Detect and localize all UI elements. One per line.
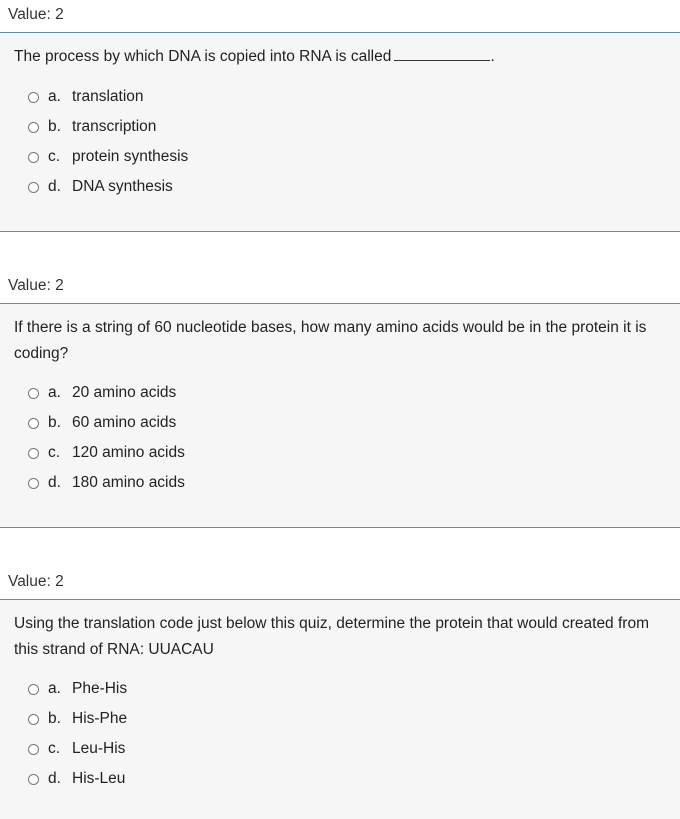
radio-button[interactable] bbox=[28, 478, 39, 489]
radio-button[interactable] bbox=[28, 418, 39, 429]
option-d[interactable] bbox=[28, 472, 185, 494]
option-a[interactable] bbox=[28, 382, 176, 404]
option-letter: c. bbox=[48, 444, 61, 461]
radio-button[interactable] bbox=[28, 774, 39, 785]
option-letter: a. bbox=[48, 88, 61, 105]
radio-button[interactable] bbox=[28, 388, 39, 399]
option-c[interactable] bbox=[28, 738, 125, 760]
radio-button[interactable] bbox=[28, 182, 39, 193]
option-label: Leu-His bbox=[72, 740, 126, 757]
option-c[interactable] bbox=[28, 442, 185, 464]
question-2 bbox=[0, 271, 680, 528]
radio-button[interactable] bbox=[28, 122, 39, 133]
option-letter: d. bbox=[48, 770, 61, 787]
option-a[interactable] bbox=[28, 678, 127, 700]
option-label: His-Phe bbox=[72, 710, 128, 727]
option-b[interactable] bbox=[28, 116, 156, 138]
option-letter: d. bbox=[48, 474, 61, 491]
option-label: DNA synthesis bbox=[72, 178, 173, 195]
question-text bbox=[14, 44, 654, 70]
question-value-header bbox=[0, 567, 680, 600]
option-label: transcription bbox=[72, 118, 157, 135]
question-3 bbox=[0, 567, 680, 819]
question-value: Value: 2 bbox=[8, 573, 64, 590]
radio-button[interactable] bbox=[28, 714, 39, 725]
option-label: 180 amino acids bbox=[72, 474, 185, 491]
option-label: Phe-His bbox=[72, 680, 128, 697]
option-d[interactable] bbox=[28, 176, 173, 198]
option-c[interactable] bbox=[28, 146, 188, 168]
option-label: 20 amino acids bbox=[72, 384, 177, 401]
question-prompt: The process by which DNA is copied into RNA is called bbox=[14, 48, 392, 65]
question-value: Value: 2 bbox=[8, 6, 64, 23]
question-text: Using the translation code just below this quiz, determine the protein that would created from this strand of RNA: UUACAU bbox=[14, 615, 649, 658]
question-body bbox=[0, 304, 680, 528]
option-a[interactable] bbox=[28, 86, 144, 108]
option-letter: b. bbox=[48, 710, 61, 727]
question-1 bbox=[0, 0, 680, 232]
option-label: 120 amino acids bbox=[72, 444, 185, 461]
radio-button[interactable] bbox=[28, 744, 39, 755]
option-letter: c. bbox=[48, 740, 61, 757]
question-prompt-suffix: . bbox=[490, 48, 495, 65]
question-value-header bbox=[0, 0, 680, 33]
option-label: His-Leu bbox=[72, 770, 126, 787]
option-label: translation bbox=[72, 88, 144, 105]
option-label: 60 amino acids bbox=[72, 414, 177, 431]
question-value-header bbox=[0, 271, 680, 304]
radio-button[interactable] bbox=[28, 92, 39, 103]
option-letter: d. bbox=[48, 178, 61, 195]
option-d[interactable] bbox=[28, 768, 125, 790]
option-label: protein synthesis bbox=[72, 148, 189, 165]
option-letter: a. bbox=[48, 384, 61, 401]
option-letter: b. bbox=[48, 118, 61, 135]
option-letter: a. bbox=[48, 680, 61, 697]
question-value: Value: 2 bbox=[8, 277, 64, 294]
radio-button[interactable] bbox=[28, 152, 39, 163]
question-text: If there is a string of 60 nucleotide bases, how many amino acids would be in the protein it is coding? bbox=[14, 319, 647, 362]
radio-button[interactable] bbox=[28, 448, 39, 459]
option-b[interactable] bbox=[28, 708, 127, 730]
radio-button[interactable] bbox=[28, 684, 39, 695]
answer-blank bbox=[394, 46, 490, 61]
question-body bbox=[0, 600, 680, 819]
option-b[interactable] bbox=[28, 412, 176, 434]
question-body bbox=[0, 33, 680, 232]
option-letter: b. bbox=[48, 414, 61, 431]
option-letter: c. bbox=[48, 148, 61, 165]
